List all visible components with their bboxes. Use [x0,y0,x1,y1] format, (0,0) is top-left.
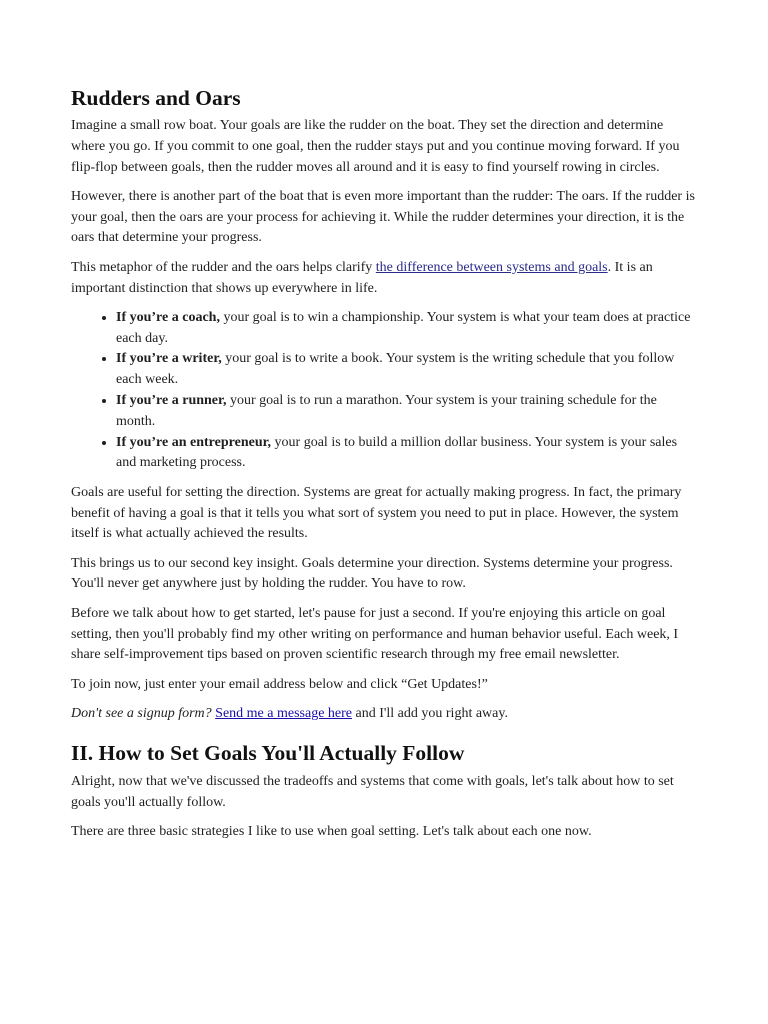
paragraph-three-strategies: There are three basic strategies I like to use when goal setting. Let's talk about each one now. [71,823,592,839]
signup-question: Don't see a signup form? [71,705,212,721]
list-item-lead: If you’re a runner, [116,393,227,409]
list-item-text: your goal is to win a championship. Your system is what your team does at practice each day. [116,309,691,346]
paragraph-goals-useful: Goals are useful for setting the direction. Systems are great for actually making progress. In fact, the primary benefit of having a goal is that it tells you what sort of system you need to put in place. However, the system itself is what actually achieved the results. [71,484,682,542]
paragraph-join-now: To join now, just enter your email address below and click “Get Updates!” [71,676,488,692]
list-item-text: your goal is to write a book. Your system is the writing schedule that you follow each week. [116,351,675,388]
section-heading-rudders-and-oars: Rudders and Oars [71,86,241,110]
signup-fallback-after: and I'll add you right away. [352,705,508,721]
article-body [71,84,698,851]
systems-vs-goals-link[interactable]: the difference between systems and goals [375,259,608,275]
paragraph-second-insight: This brings us to our second key insight. Goals determine your direction. Systems determine your progress. You'll never get anywhere just by holding the rudder. You have to row. [71,555,673,592]
send-message-link[interactable]: Send me a message here [215,705,352,721]
paragraph-row-boat: Imagine a small row boat. Your goals are like the rudder on the boat. They set the direction and determine where you go. If you commit to one goal, then the rudder stays put and you continue moving forward. If you flip-flop between goals, then the rudder moves all around and it is easy to find yourself rowing in circles. [71,118,680,175]
paragraph-metaphor [71,258,698,300]
list-item-lead: If you’re an entrepreneur, [116,434,272,450]
examples-list [71,308,698,474]
list-item-entrepreneur [116,433,698,475]
list-item-coach [116,308,698,350]
paragraph-signup-fallback [71,704,698,725]
paragraph-newsletter-intro: Before we talk about how to get started, let's pause for just a second. If you're enjoying this article on goal setting, then you'll probably find my other writing on performance and human behavior useful. Each week, I share self-improvement tips based on proven scientific research through my free email newsletter. [71,605,679,663]
paragraph-alright: Alright, now that we've discussed the tradeoffs and systems that come with goals, let's talk about how to set goals you'll actually follow. [71,773,674,810]
section-heading-set-goals: II. How to Set Goals You'll Actually Follow [71,740,465,765]
list-item-text: your goal is to build a million dollar business. Your system is your sales and marketing process. [116,434,678,471]
paragraph-metaphor-after: . It is an important distinction that shows up everywhere in life. [71,259,653,296]
list-item-lead: If you’re a coach, [116,309,220,325]
list-item-writer [116,349,698,391]
list-item-lead: If you’re a writer, [116,351,222,367]
paragraph-oars: However, there is another part of the boat that is even more important than the rudder: The oars. If the rudder is your goal, then the oars are your process for achieving it. While the rudder determines your direction, it is the oars that determine your progress. [71,188,695,246]
list-item-runner [116,391,698,433]
list-item-text: your goal is to run a marathon. Your system is your training schedule for the month. [116,393,657,429]
paragraph-metaphor-before: This metaphor of the rudder and the oars helps clarify [71,259,376,275]
